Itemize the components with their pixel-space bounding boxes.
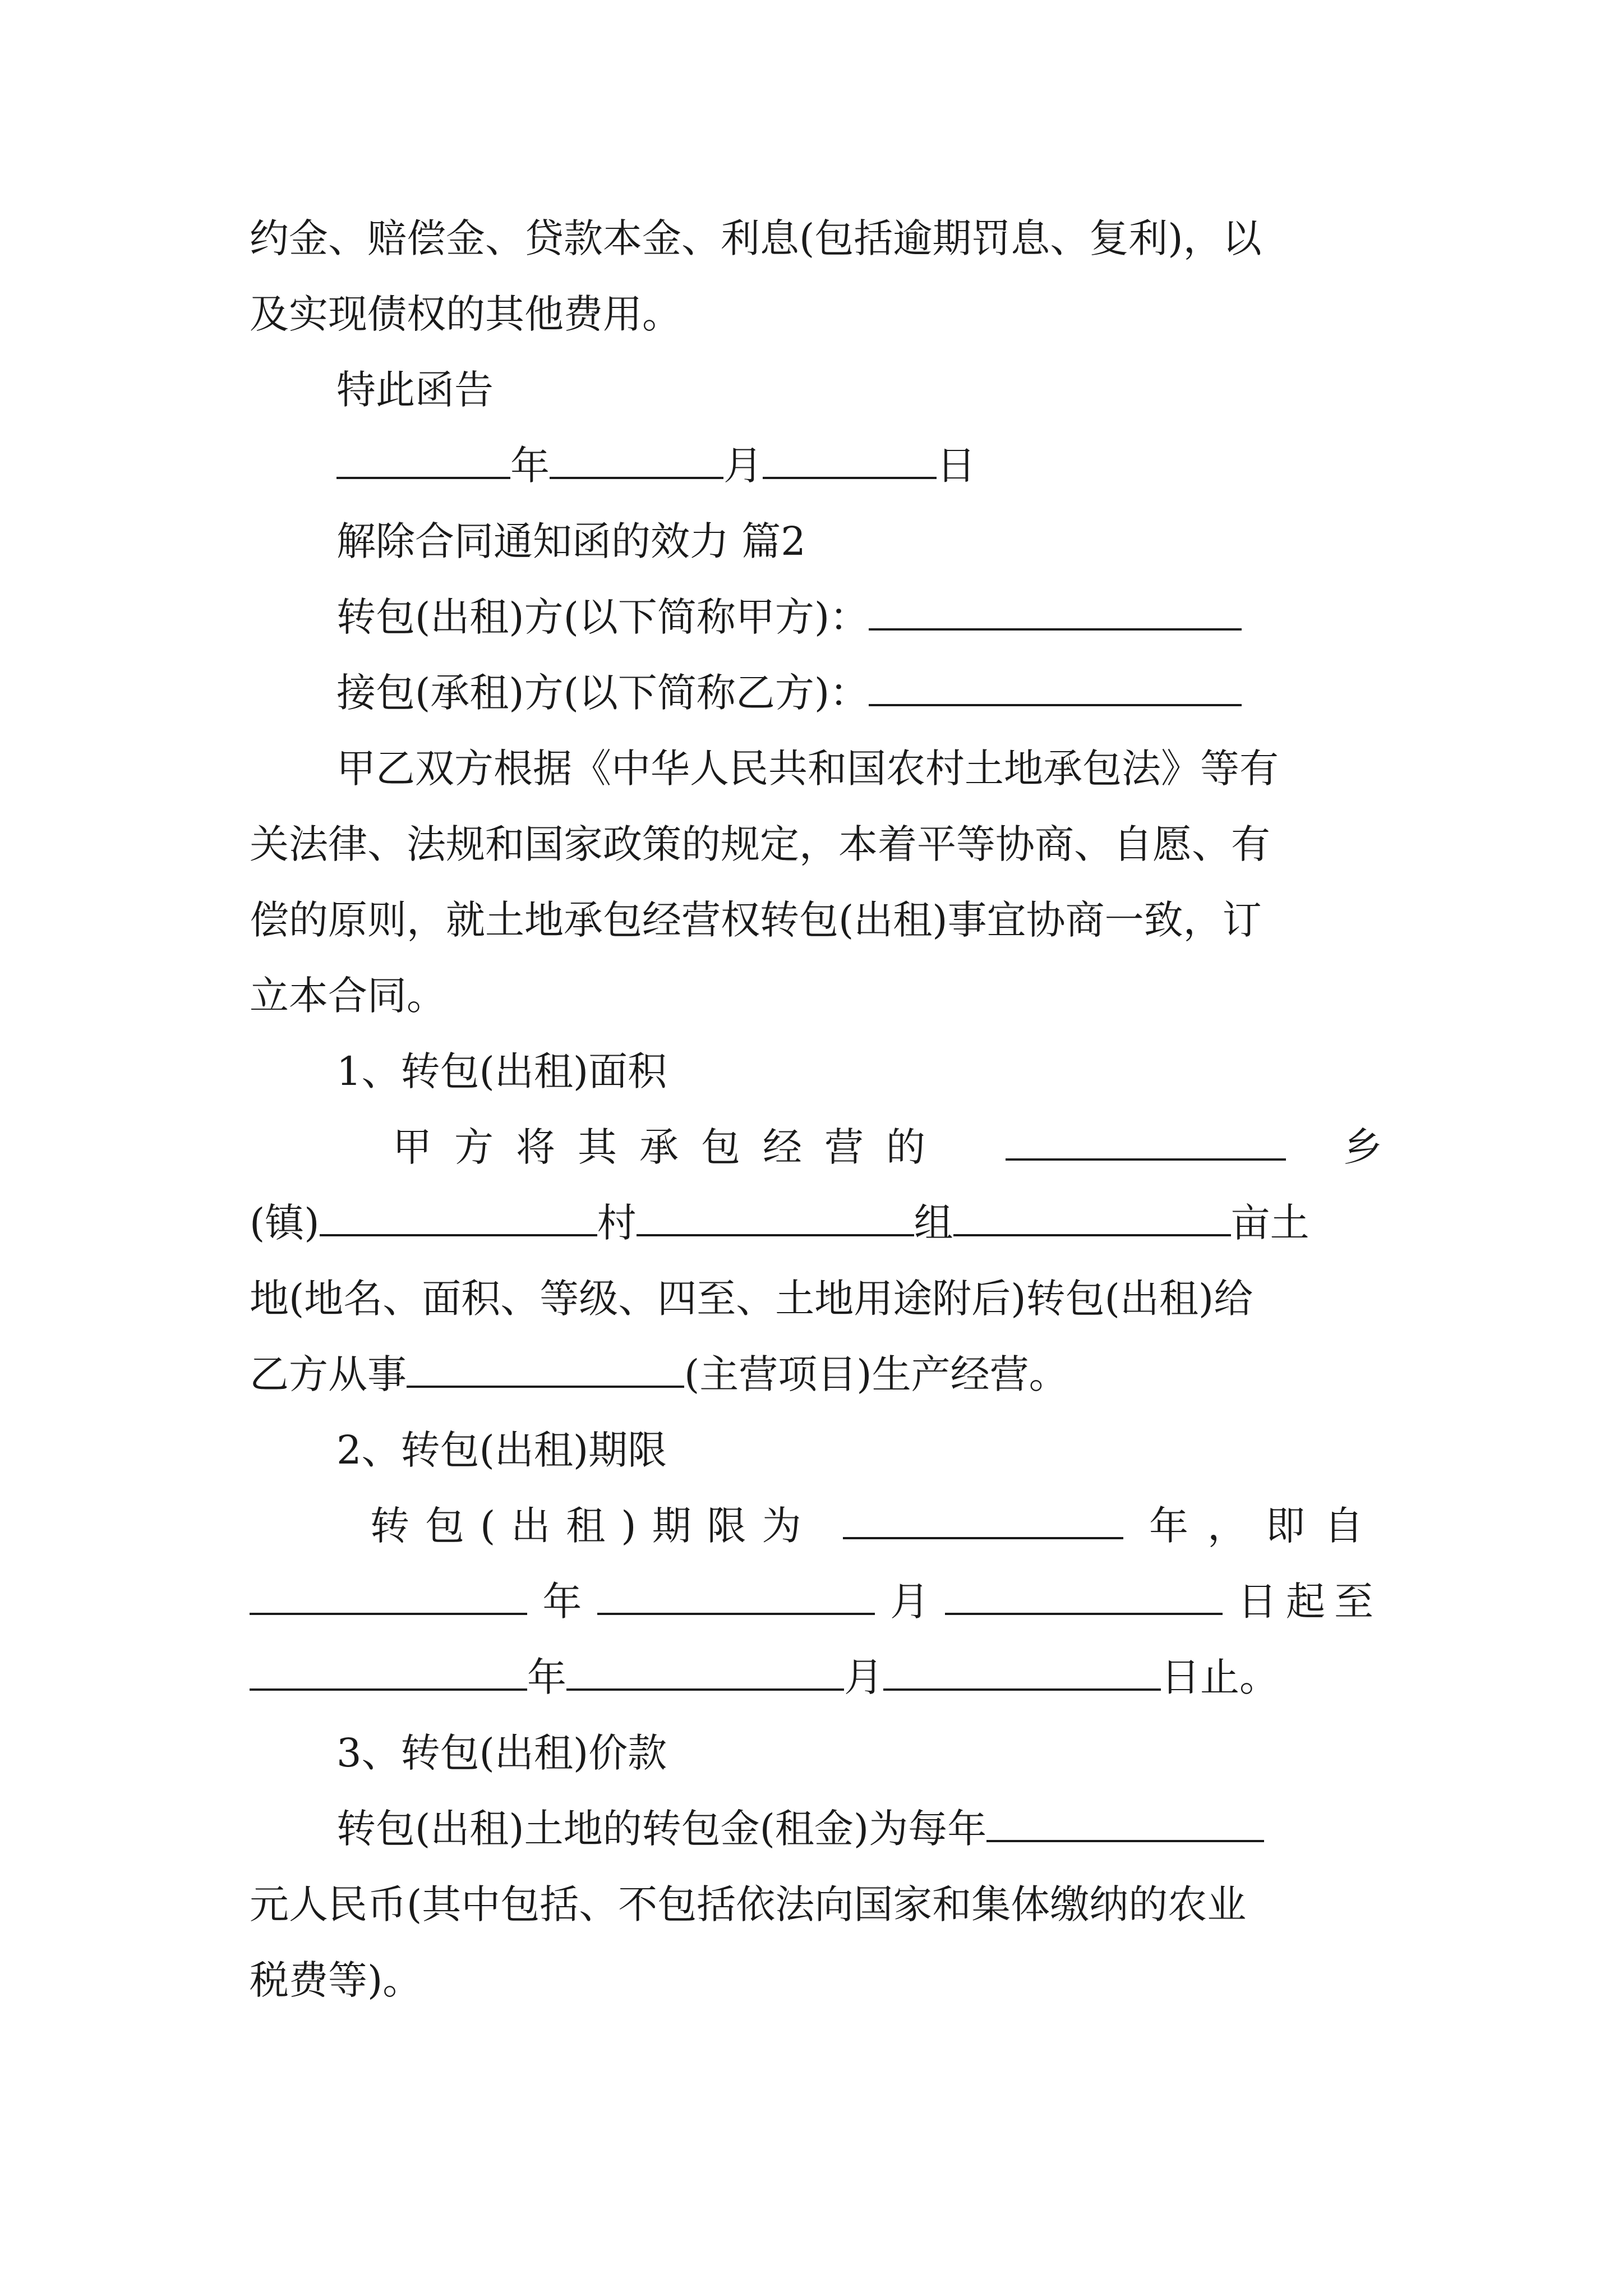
blank-start-day: [945, 1578, 1223, 1615]
party-b-label: 接包(承租)方(以下简称乙方)：: [336, 670, 869, 716]
price-line: [336, 1798, 1382, 1860]
term-line-2: [250, 1571, 1382, 1632]
business-suffix: (主营项目)生产经营。: [684, 1351, 1068, 1397]
business-label: 乙方从事: [250, 1351, 407, 1397]
party-a-line: [336, 586, 1382, 648]
paragraph-line: [250, 1268, 1382, 1329]
paragraph-line: [250, 813, 1382, 875]
month-label: 月: [723, 443, 763, 489]
blank-township: [1006, 1124, 1286, 1161]
blank-day: [763, 442, 937, 479]
town-label: (镇): [250, 1200, 320, 1246]
blank-end-year: [250, 1654, 527, 1691]
paragraph-line: [250, 965, 1382, 1027]
township-label: 乡: [1343, 1124, 1382, 1170]
clause-heading-text: 2、转包(出租)期限: [336, 1427, 667, 1473]
section-title: [336, 510, 1382, 572]
start-day-label: 日起至: [1237, 1579, 1382, 1625]
text-line-2: 及实现债权的其他费用。: [250, 291, 681, 337]
blank-end-day: [883, 1654, 1161, 1691]
text-line-15: 地(地名、面积、等级、四至、土地用途附后)转包(出租)给: [250, 1276, 1253, 1322]
blank-term-years: [843, 1502, 1123, 1539]
end-day-label: 日止。: [1161, 1654, 1279, 1700]
text-line-1: 约金、赔偿金、贷款本金、利息(包括逾期罚息、复利)，以: [250, 215, 1262, 261]
paragraph-line: [250, 1949, 1382, 2011]
party-b-line: [336, 662, 1382, 724]
blank-village: [637, 1199, 914, 1236]
clause-heading-text: 3、转包(出租)价款: [336, 1730, 667, 1776]
paragraph-line: [250, 1874, 1382, 1935]
date-line: [336, 435, 1382, 496]
term-suffix: 年，即自: [1149, 1503, 1382, 1549]
price-text: 转包(出租)土地的转包金(租金)为每年: [336, 1806, 987, 1852]
text-line-10: 偿的原则，就土地承包经营权转包(出租)事宜协商一致，订: [250, 897, 1262, 943]
end-month-label: 月: [844, 1654, 883, 1700]
blank-party-a: [869, 593, 1242, 631]
acre-label: 亩土: [1230, 1200, 1310, 1246]
blank-month: [550, 442, 723, 479]
party-a-label: 转包(出租)方(以下简称甲方)：: [336, 594, 869, 640]
blank-end-month: [566, 1654, 844, 1691]
paragraph-line: [250, 283, 1382, 345]
clause-heading-3: [336, 1722, 1382, 1784]
village-label: 村: [597, 1200, 637, 1246]
term-line-1: [370, 1495, 1382, 1557]
blank-price: [986, 1805, 1264, 1842]
text-line-23: 元人民币(其中包括、不包括依法向国家和集体缴纳的农业: [250, 1881, 1247, 1927]
blank-town: [320, 1199, 597, 1236]
blank-start-month: [597, 1578, 875, 1615]
paragraph-line: [336, 738, 1382, 799]
end-year-label: 年: [527, 1654, 566, 1700]
text-line-8: 甲乙双方根据《中华人民共和国农村土地承包法》等有: [336, 746, 1279, 792]
blank-start-year: [250, 1578, 527, 1615]
text-line-11: 立本合同。: [250, 973, 446, 1019]
day-label: 日: [937, 443, 976, 489]
closing-phrase: [336, 359, 1382, 421]
blank-group: [953, 1199, 1231, 1236]
blank-party-b: [869, 669, 1242, 706]
paragraph-line: [250, 208, 1382, 269]
term-text: 转包(出租)期限为: [370, 1503, 817, 1549]
business-line: [250, 1343, 1382, 1405]
clause-heading-2: [336, 1419, 1382, 1481]
term-line-3: [250, 1646, 1382, 1708]
group-label: 组: [914, 1200, 953, 1246]
text-line-9: 关法律、法规和国家政策的规定，本着平等协商、自愿、有: [250, 821, 1270, 867]
clause-heading-text: 1、转包(出租)面积: [336, 1048, 667, 1094]
year-label: 年: [510, 443, 550, 489]
clause-heading-1: [336, 1041, 1382, 1102]
blank-year: [336, 442, 510, 479]
area-line-1: [393, 1116, 1382, 1178]
start-year-label: 年: [542, 1579, 582, 1625]
paragraph-line: [250, 889, 1382, 951]
section-title-text: 解除合同通知函的效力 篇2: [336, 518, 806, 564]
text-line-24: 税费等)。: [250, 1957, 422, 2003]
area-text: 甲方将其承包经营的: [393, 1124, 948, 1170]
start-month-label: 月: [890, 1579, 930, 1625]
closing-text: 特此函告: [336, 367, 494, 413]
area-line-2: [250, 1192, 1382, 1254]
blank-business: [407, 1351, 684, 1388]
